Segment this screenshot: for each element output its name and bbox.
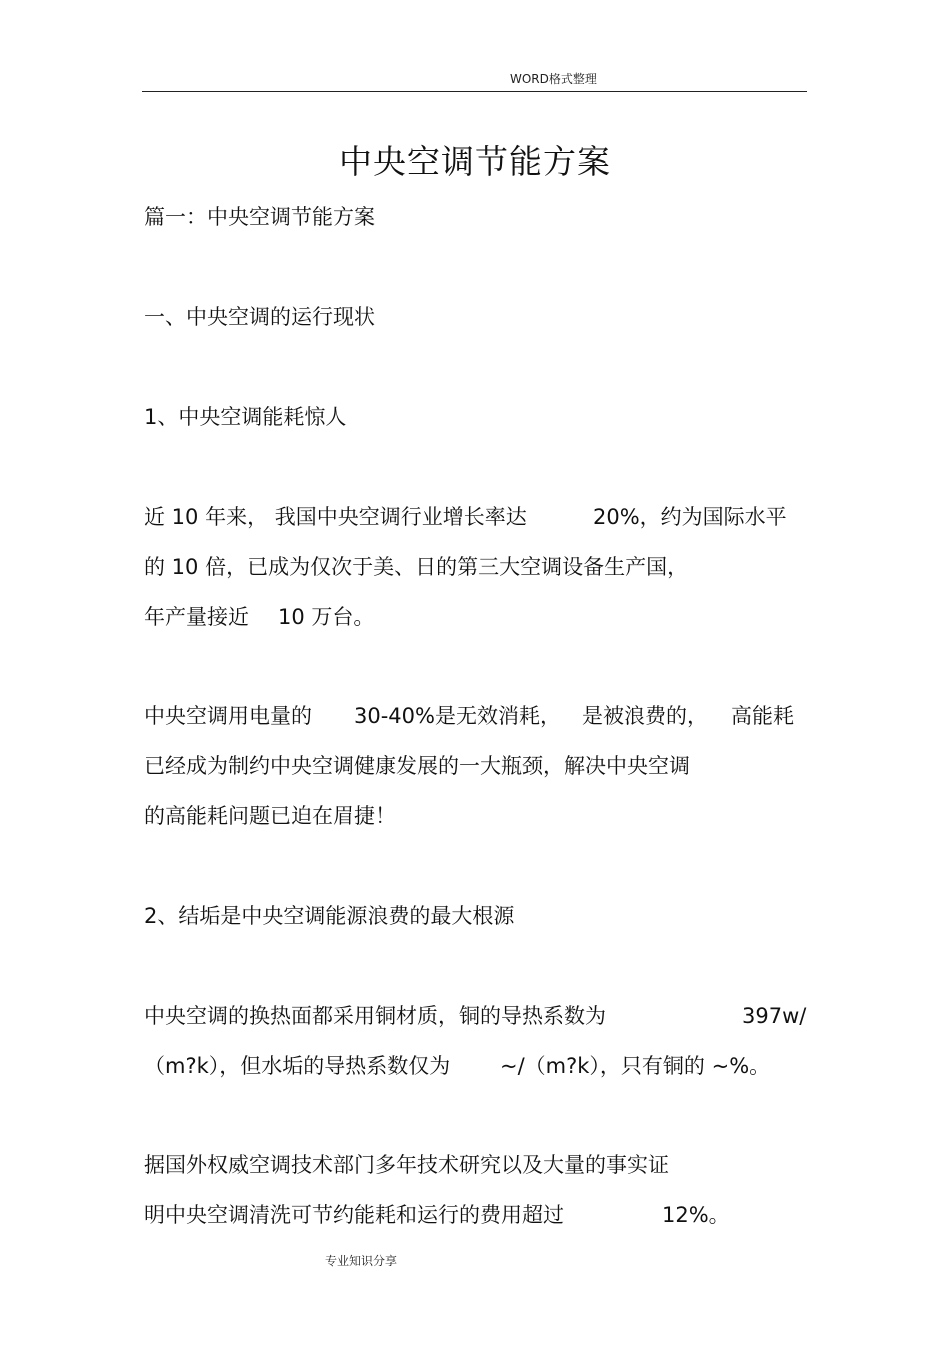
paragraph-line — [144, 603, 804, 631]
text-segment: 近 10 年来， 我国中央空调行业增长率达 — [144, 505, 527, 529]
paragraph-line: 的 10 倍，已成为仅次于美、日的第三大空调设备生产国， — [144, 555, 689, 579]
paragraph-line — [144, 1002, 809, 1030]
subsection-heading: 2、结垢是中央空调能源浪费的最大根源 — [144, 904, 515, 928]
text-segment: 20%，约为国际水平 — [593, 505, 787, 529]
text-segment: 年产量接近 — [144, 605, 249, 629]
text-segment: ~/（m?k），只有铜的 ~%。 — [500, 1054, 771, 1078]
text-segment: 397w/ — [742, 1004, 807, 1028]
text-segment: 中央空调用电量的 — [144, 704, 312, 728]
page-header: WORD格式整理 — [510, 72, 597, 86]
paragraph-line: 已经成为制约中央空调健康发展的一大瓶颈，解决中央空调 — [144, 754, 690, 778]
paragraph-line — [144, 1052, 804, 1080]
text-segment: 中央空调的换热面都采用铜材质，铜的导热系数为 — [144, 1004, 606, 1028]
header-divider — [142, 91, 807, 92]
text-segment: 12%。 — [662, 1203, 730, 1227]
subsection-heading: 1、中央空调能耗惊人 — [144, 405, 347, 429]
text-segment: （m?k），但水垢的导热系数仅为 — [144, 1054, 451, 1078]
document-title: 中央空调节能方案 — [339, 142, 611, 181]
text-segment: 高能耗 — [731, 704, 794, 728]
chapter-heading: 一、中央空调的运行现状 — [144, 305, 375, 329]
text-segment: 30-40%是无效消耗， — [354, 704, 561, 728]
section-heading: 篇一：中央空调节能方案 — [144, 205, 375, 229]
paragraph-line — [144, 702, 804, 730]
text-segment: 10 万台。 — [278, 605, 375, 629]
paragraph-line: 的高能耗问题已迫在眉捷！ — [144, 804, 396, 828]
text-segment: 是被浪费的， — [582, 704, 708, 728]
paragraph-line — [144, 1201, 804, 1229]
text-segment: 明中央空调清洗可节约能耗和运行的费用超过 — [144, 1203, 564, 1227]
paragraph-line: 据国外权威空调技术部门多年技术研究以及大量的事实证 — [144, 1153, 669, 1177]
paragraph-line — [144, 503, 804, 531]
page-footer: 专业知识分享 — [325, 1254, 398, 1268]
